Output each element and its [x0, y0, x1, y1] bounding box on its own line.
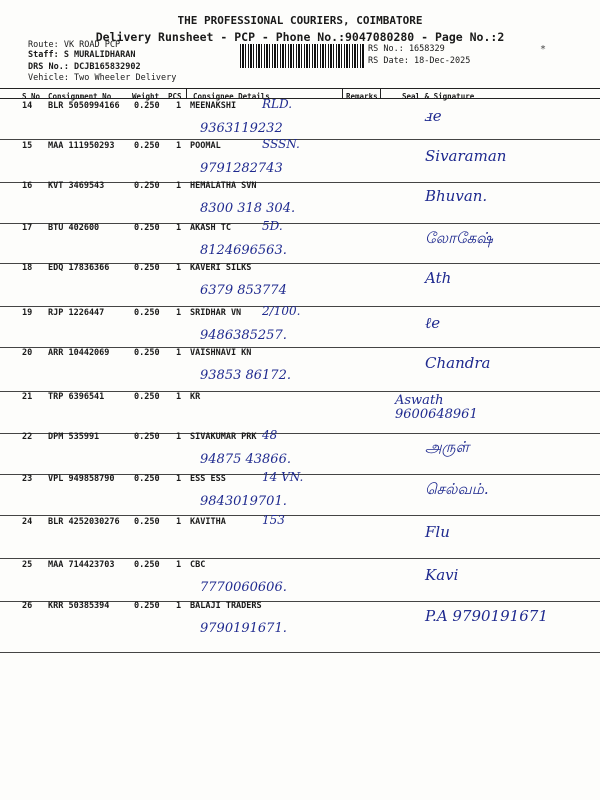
row-handwritten-phone: 9363119232	[200, 121, 283, 136]
row-consignment-no: KVT 3469543	[48, 181, 105, 191]
row-consignee: ESS ESS	[190, 474, 226, 484]
row-handwritten-note: 5D.	[262, 219, 283, 233]
row-consignment-no: RJP 1226447	[48, 308, 105, 318]
row-pcs: 1	[176, 560, 182, 570]
row-handwritten-note: SSSN.	[262, 137, 300, 151]
header-top-rule	[0, 88, 600, 89]
row-weight: 0.250	[134, 474, 160, 484]
row-pcs: 1	[176, 348, 182, 358]
title-runsheet: Delivery Runsheet - PCP - Phone No.:9047080280 - Page No.:2	[95, 30, 505, 44]
row-consignee: VAISHNAVI KN	[190, 348, 252, 358]
row-weight: 0.250	[134, 308, 160, 318]
row-weight: 0.250	[134, 601, 160, 611]
row-handwritten-phone: 9790191671.	[200, 621, 287, 636]
row-separator	[0, 139, 600, 140]
row-signature: Bhuvan.	[425, 187, 488, 205]
row-signature: ℓe	[425, 314, 441, 332]
row-sno: 25	[22, 560, 33, 570]
row-signature: Ath	[425, 269, 452, 287]
row-handwritten-phone: 94875 43866.	[200, 452, 291, 467]
row-pcs: 1	[176, 141, 182, 151]
row-handwritten-phone: 7770060606.	[200, 580, 287, 595]
row-pcs: 1	[176, 101, 182, 111]
row-sno: 26	[22, 601, 33, 611]
row-pcs: 1	[176, 308, 182, 318]
row-weight: 0.250	[134, 517, 160, 527]
row-signature: ⅎe	[425, 107, 442, 125]
row-consignment-no: EDQ 17836366	[48, 263, 110, 273]
row-pcs: 1	[176, 392, 182, 402]
row-consignee: CBC	[190, 560, 206, 570]
rs-no: RS No.: 1658329	[368, 44, 445, 54]
row-signature: செல்வம்.	[425, 480, 489, 498]
vehicle-line: Vehicle: Two Wheeler Delivery	[28, 73, 177, 83]
col-weight: Weight	[132, 92, 160, 101]
barcode	[240, 44, 365, 68]
row-handwritten-phone: 8124696563.	[200, 243, 287, 258]
row-weight: 0.250	[134, 348, 160, 358]
row-signature: லோகேஷ்	[425, 229, 493, 247]
row-consignment-no: BLR 5050994166	[48, 101, 120, 111]
col-pcs: PCS	[168, 92, 182, 101]
col-divider	[186, 88, 187, 98]
row-handwritten-note: 153	[262, 513, 285, 527]
col-sno: S No	[22, 92, 41, 101]
staff-line: Staff: S MURALIDHARAN	[28, 50, 136, 60]
row-handwritten-note: 2/100.	[262, 304, 301, 318]
row-handwritten-note: 14 VN.	[262, 470, 304, 484]
row-signature: Kavi	[425, 566, 459, 584]
col-consignee: Consignee Details	[193, 92, 270, 101]
row-consignment-no: DPM 535991	[48, 432, 100, 442]
row-consignment-no: KRR 50385394	[48, 601, 110, 611]
row-consignment-no: BLR 4252030276	[48, 517, 120, 527]
row-pcs: 1	[176, 432, 182, 442]
row-signature: P.A 9790191671	[425, 607, 548, 625]
row-sno: 16	[22, 181, 33, 191]
row-signature: அருள்	[425, 438, 470, 456]
col-divider	[380, 88, 381, 98]
row-sno: 24	[22, 517, 33, 527]
row-separator	[0, 652, 600, 653]
row-consignee: KAVITHA	[190, 517, 226, 527]
col-signature: Seal & Signature	[402, 92, 475, 101]
row-consignment-no: MAA 714423703	[48, 560, 115, 570]
row-pcs: 1	[176, 263, 182, 273]
row-consignment-no: MAA 111950293	[48, 141, 115, 151]
row-handwritten-phone: 9486385257.	[200, 328, 287, 343]
row-pcs: 1	[176, 517, 182, 527]
drs-line: DRS No.: DCJB165832902	[28, 62, 141, 72]
row-weight: 0.250	[134, 101, 160, 111]
row-consignee: SIVAKUMAR PRK	[190, 432, 257, 442]
row-handwritten-phone: 9843019701.	[200, 494, 287, 509]
row-weight: 0.250	[134, 223, 160, 233]
row-weight: 0.250	[134, 181, 160, 191]
row-consignment-no: TRP 6396541	[48, 392, 105, 402]
row-handwritten-phone: 6379 853774	[200, 283, 287, 298]
row-handwritten-phone: 9791282743	[200, 161, 283, 176]
row-consignee: HEMALATHA SVN	[190, 181, 257, 191]
row-sno: 22	[22, 432, 33, 442]
row-consignee: SRIDHAR VN	[190, 308, 242, 318]
row-separator	[0, 515, 600, 516]
row-sno: 23	[22, 474, 33, 484]
title-company: THE PROFESSIONAL COURIERS, COIMBATORE	[177, 14, 423, 27]
row-consignment-no: BTU 402600	[48, 223, 100, 233]
row-consignee: MEENAKSHI	[190, 101, 237, 111]
row-separator	[0, 558, 600, 559]
row-weight: 0.250	[134, 392, 160, 402]
route-line: Route: VK ROAD PCP	[28, 40, 121, 50]
col-consignment: Consignment No	[48, 92, 112, 101]
corner-mark: *	[540, 44, 547, 55]
row-sno: 18	[22, 263, 33, 273]
row-consignee: BALAJI TRADERS	[190, 601, 262, 611]
row-signature: Sivaraman	[425, 147, 507, 165]
row-weight: 0.250	[134, 141, 160, 151]
row-consignee: POOMAL	[190, 141, 221, 151]
row-sno: 19	[22, 308, 33, 318]
row-consignment-no: VPL 949858790	[48, 474, 115, 484]
row-sno: 14	[22, 101, 33, 111]
row-consignee: KR	[190, 392, 201, 402]
row-weight: 0.250	[134, 560, 160, 570]
rs-date: RS Date: 18-Dec-2025	[368, 56, 471, 66]
row-pcs: 1	[176, 474, 182, 484]
row-sno: 21	[22, 392, 33, 402]
row-sno: 15	[22, 141, 33, 151]
row-consignee: AKASH TC	[190, 223, 231, 233]
row-pcs: 1	[176, 601, 182, 611]
col-divider	[342, 88, 343, 98]
row-sno: 17	[22, 223, 33, 233]
row-weight: 0.250	[134, 263, 160, 273]
row-pcs: 1	[176, 223, 182, 233]
row-handwritten-phone: 8300 318 304.	[200, 201, 296, 216]
col-remarks: Remarks	[346, 92, 378, 101]
row-handwritten-phone: 93853 86172.	[200, 368, 291, 383]
row-weight: 0.250	[134, 432, 160, 442]
row-sno: 20	[22, 348, 33, 358]
row-consignee: KAVERI SILKS	[190, 263, 252, 273]
row-consignment-no: ARR 10442069	[48, 348, 110, 358]
row-remark: Aswath 9600648961	[395, 393, 478, 422]
row-signature: Flu	[425, 523, 450, 541]
row-handwritten-note: RLD.	[262, 97, 293, 111]
row-handwritten-note: 48	[262, 428, 278, 442]
row-signature: Chandra	[425, 354, 491, 372]
header-bottom-rule	[0, 98, 600, 99]
row-pcs: 1	[176, 181, 182, 191]
